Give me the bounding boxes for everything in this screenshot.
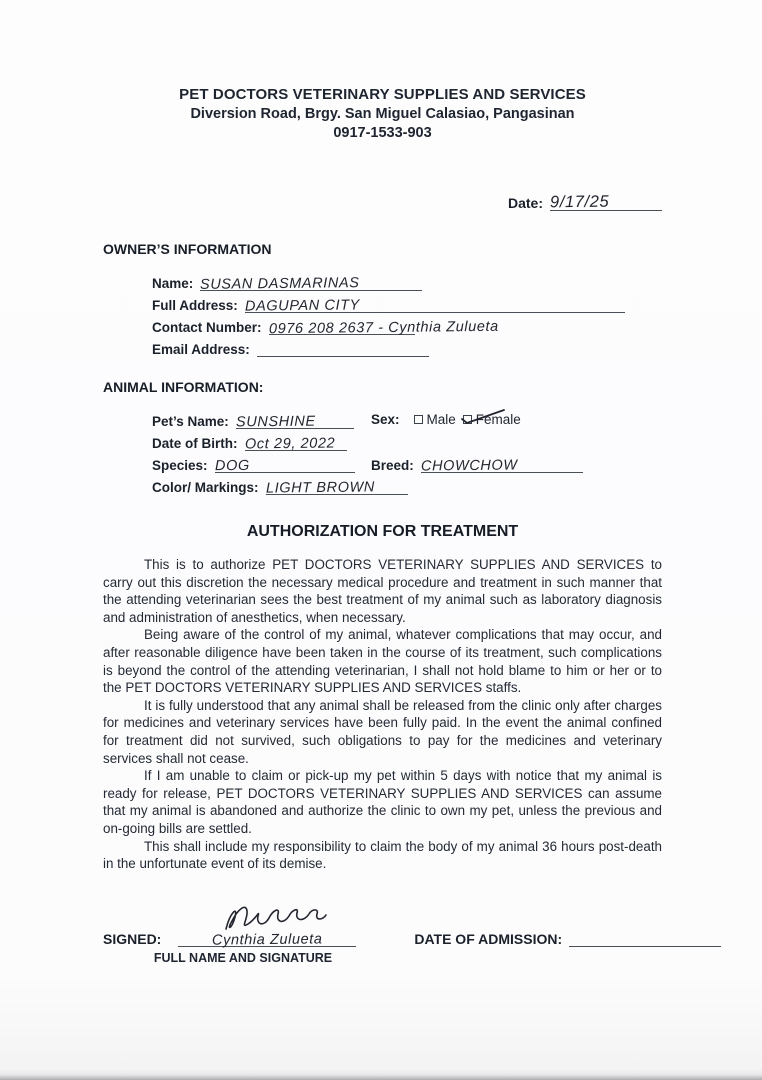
sex-row — [371, 409, 521, 429]
authorization-title: AUTHORIZATION FOR TREATMENT — [246, 523, 519, 540]
owner-info-fields — [103, 269, 662, 357]
owner-name-row — [152, 269, 662, 291]
date-of-birth-value-handwritten: Oct 29, 2022 — [244, 435, 335, 453]
sex-female-label: Female — [475, 411, 521, 427]
pet-name-value-handwritten: SUNSHINE — [235, 413, 316, 431]
owner-info-heading: OWNER’S INFORMATION — [103, 241, 272, 257]
owner-address-row — [152, 291, 662, 313]
sex-label: Sex: — [371, 411, 400, 427]
authorization-paragraph: This is to authorize PET DOCTORS VETERINARY SUPPLIES AND SERVICES to carry out this discretion the necessary medical procedure and treatment in such manner that the attending veterinarian sees the best treatment of my animal such as laboratory diagnosis and administration of anesthetics, when necessary. — [103, 557, 662, 625]
date-row — [103, 185, 662, 211]
breed-label: Breed: — [371, 458, 414, 473]
breed-row — [371, 451, 583, 473]
date-value-handwritten: 9/17/25 — [549, 192, 610, 212]
admission-group — [414, 929, 721, 947]
owner-email-label: Email Address: — [152, 342, 250, 357]
sex-female-checkbox — [463, 415, 472, 424]
owner-address-underline — [245, 295, 625, 313]
owner-email-row — [152, 335, 662, 357]
pet-name-underline — [236, 411, 354, 429]
date-label: Date: — [507, 195, 543, 211]
date-of-birth-label: Date of Birth: — [152, 436, 238, 451]
color-markings-value-handwritten: LIGHT BROWN — [265, 479, 375, 497]
signature-line-wrap — [178, 929, 356, 947]
signature-row — [103, 929, 662, 947]
sex-male-checkbox — [414, 415, 423, 424]
clinic-address: Diversion Road, Brgy. San Miguel Calasiao, Pangasinan — [190, 106, 575, 122]
color-markings-label: Color/ Markings: — [152, 480, 259, 495]
authorization-paragraph: It is fully understood that any animal shall be released from the clinic only after charges for medicines and veterinary services have been fully paid. In the event the animal confined for treatment did not survived, such obligations to pay for the medicines and veterinary services shall not cease. — [103, 697, 662, 766]
breed-value-handwritten: CHOWCHOW — [420, 457, 518, 475]
owner-address-label: Full Address: — [152, 298, 238, 313]
signature-caption: FULL NAME AND SIGNATURE — [153, 950, 333, 965]
clinic-header — [103, 86, 662, 141]
sex-female-group — [456, 412, 521, 427]
owner-contact-label: Contact Number: — [152, 320, 262, 335]
species-value-handwritten: DOG — [214, 457, 250, 475]
authorization-paragraph: This shall include my responsibility to claim the body of my animal 36 hours post-death in the unfortunate event of its demise. — [103, 838, 662, 872]
date-of-birth-underline — [245, 433, 347, 451]
breed-underline — [421, 455, 583, 473]
date-underline — [550, 193, 662, 211]
signed-label: SIGNED: — [103, 930, 162, 947]
date-of-birth-row — [152, 429, 662, 451]
animal-info-heading: ANIMAL INFORMATION: — [103, 379, 264, 395]
scan-edge-shadow — [0, 1075, 762, 1080]
owner-email-underline — [257, 339, 429, 357]
owner-contact-underline — [268, 317, 499, 338]
signed-group — [103, 929, 356, 947]
owner-name-label: Name: — [152, 276, 194, 291]
owner-name-value-handwritten: SUSAN DASMARINAS — [200, 275, 360, 293]
owner-name-underline — [200, 273, 422, 291]
owner-address-value-handwritten: DAGUPAN CITY — [244, 297, 360, 315]
species-label: Species: — [152, 458, 208, 473]
sex-male-label: Male — [426, 411, 456, 427]
authorization-body — [103, 556, 662, 873]
signature-scribble-icon — [220, 899, 330, 933]
animal-info-fields — [103, 407, 662, 497]
admission-underline — [569, 929, 721, 947]
authorization-paragraph: Being aware of the control of my animal, whatever complications that may occur, and after reasonable diligence have been taken in the course of its treatment, such complications is beyond the control of the attending veterinarian, I shall not hold blame to him or her or to the PET DOCTORS VETERINARY SUPPLIES AND SERVICES staffs. — [103, 627, 662, 696]
pet-name-label: Pet’s Name: — [152, 414, 229, 429]
color-markings-row — [152, 473, 662, 495]
color-markings-underline — [266, 477, 408, 495]
admission-label: DATE OF ADMISSION: — [414, 930, 563, 947]
clinic-name: PET DOCTORS VETERINARY SUPPLIES AND SERVICES — [179, 86, 586, 103]
authorization-paragraph: If I am unable to claim or pick-up my pet within 5 days with notice that my animal is ready for release, PET DOCTORS VETERINARY SUPPLIES AND SERVICES can assume that my animal is abandoned and authorize the clinic to own my pet, unless the previous and on-going bills are settled. — [103, 768, 662, 836]
signed-value-handwritten: Cynthia Zulueta — [211, 931, 323, 949]
clinic-phone: 0917-1533-903 — [333, 125, 432, 141]
owner-contact-value-handwritten: 0976 208 2637 - Cynthia Zulueta — [268, 318, 499, 338]
owner-contact-row — [152, 313, 662, 338]
species-underline — [215, 455, 355, 473]
